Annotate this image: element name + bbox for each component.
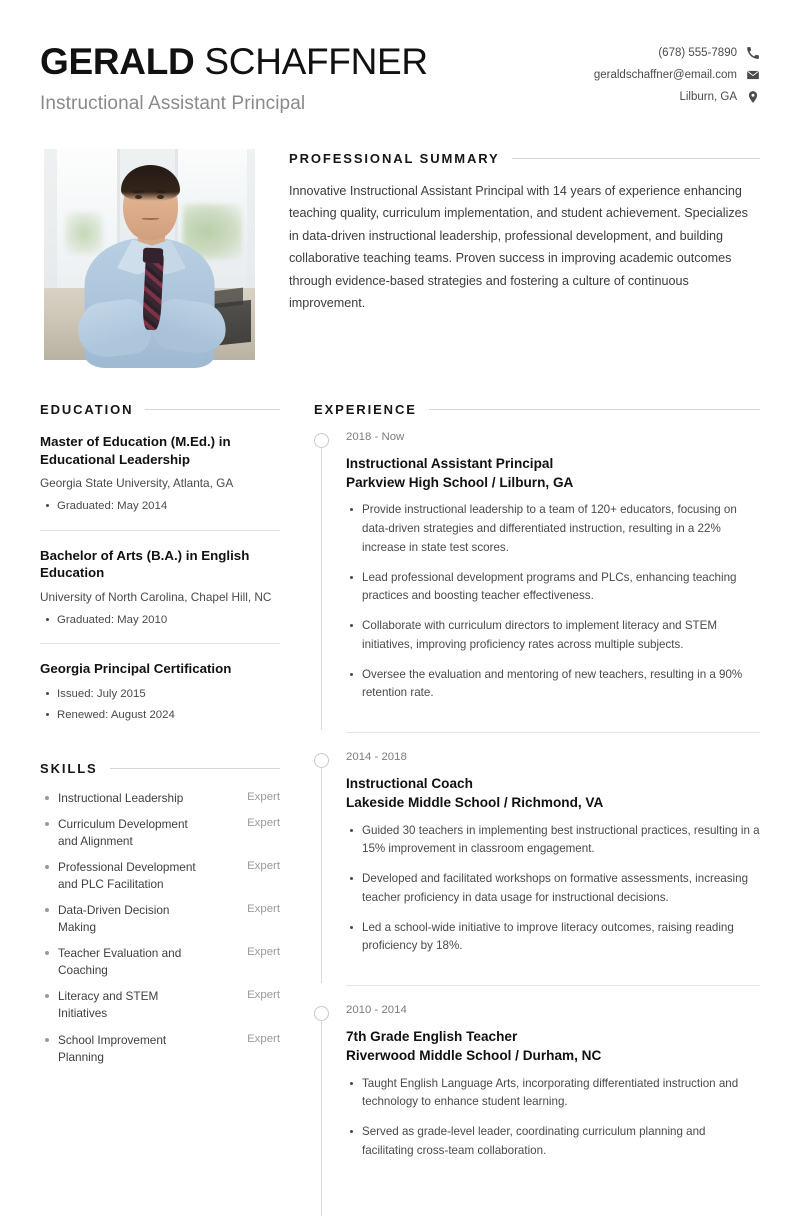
header-job-title: Instructional Assistant Principal [40, 92, 306, 114]
experience-bullet: Taught English Language Arts, incorporating differentiated instruction and technology to enhance student learning. [346, 1075, 760, 1113]
education-heading [40, 402, 280, 417]
skill-name: Teacher Evaluation and Coaching [40, 945, 202, 979]
right-column [314, 402, 760, 1188]
left-column [40, 402, 280, 1075]
timeline-line [321, 1019, 322, 1215]
education-detail: Renewed: August 2024 [40, 706, 280, 724]
education-heading-rule [145, 409, 280, 410]
professional-summary-section [289, 149, 760, 314]
experience-dates: 2014 - 2018 [346, 751, 407, 764]
content-columns [40, 402, 760, 1188]
skill-name: Professional Development and PLC Facilitation [40, 859, 202, 893]
skills-heading-text: SKILLS [40, 760, 98, 776]
experience-organization: Parkview High School / Lilburn, GA [346, 474, 574, 490]
experience-separator [346, 985, 760, 986]
skill-item [40, 988, 280, 1022]
first-name: GERALD [40, 41, 195, 82]
education-detail: Issued: July 2015 [40, 685, 280, 703]
education-item [40, 643, 280, 738]
phone-icon [746, 46, 760, 60]
experience-heading-text: EXPERIENCE [314, 401, 417, 417]
experience-item [314, 751, 760, 983]
experience-role: Instructional Coach [346, 775, 473, 791]
experience-bullets [346, 501, 760, 703]
summary-heading [289, 151, 760, 166]
full-name [40, 42, 428, 82]
timeline-line [321, 766, 322, 983]
education-degree: Georgia Principal Certification [40, 661, 232, 677]
timeline-line [321, 446, 322, 730]
skill-level: Expert [247, 859, 280, 872]
skill-name: Literacy and STEM Initiatives [40, 988, 202, 1022]
experience-bullet: Lead professional development programs and PLCs, enhancing teaching practices and boosting teacher effectiveness. [346, 569, 760, 607]
experience-item [314, 431, 760, 730]
contact-location-text: Lilburn, GA [679, 91, 737, 103]
education-item [40, 431, 280, 530]
education-heading-text: EDUCATION [40, 401, 134, 417]
education-detail: Graduated: May 2010 [40, 611, 280, 629]
skills-heading [40, 761, 280, 776]
envelope-icon [746, 68, 760, 82]
contact-block [594, 40, 760, 104]
education-details [40, 611, 280, 629]
education-detail: Graduated: May 2014 [40, 497, 280, 515]
skill-level: Expert [247, 816, 280, 829]
education-school: Georgia State University, Atlanta, GA [40, 476, 234, 491]
skill-item [40, 790, 280, 807]
avatar [44, 149, 255, 360]
skill-item [40, 816, 280, 850]
skill-item [40, 945, 280, 979]
education-degree: Master of Education (M.Ed.) in Educational Leadership [40, 433, 231, 467]
experience-bullet: Led a school-wide initiative to improve literacy outcomes, raising reading proficiency by 18%. [346, 919, 760, 957]
contact-location[interactable] [679, 90, 760, 104]
contact-email[interactable] [594, 68, 760, 82]
education-details [40, 685, 280, 725]
experience-bullet: Developed and facilitated workshops on formative assessments, increasing teacher proficiency in data usage for instructional decisions. [346, 870, 760, 908]
experience-item [314, 1004, 760, 1187]
skill-name: Instructional Leadership [40, 790, 183, 807]
contact-email-text: geraldschaffner@email.com [593, 69, 737, 81]
experience-bullet: Guided 30 teachers in implementing best instructional practices, resulting in a 15% improvement in classroom engagement. [346, 822, 760, 860]
contact-phone-text: (678) 555-7890 [658, 47, 737, 59]
skill-level: Expert [247, 1032, 280, 1045]
skill-level: Expert [247, 790, 280, 803]
experience-heading-rule [429, 409, 760, 410]
experience-bullets [346, 1075, 760, 1161]
contact-phone[interactable] [658, 46, 760, 60]
education-school: University of North Carolina, Chapel Hill, NC [40, 589, 272, 604]
experience-organization: Riverwood Middle School / Durham, NC [346, 1048, 602, 1064]
education-item [40, 530, 280, 644]
timeline-dot-icon [314, 1006, 329, 1021]
summary-heading-text: PROFESSIONAL SUMMARY [289, 150, 500, 166]
map-pin-icon [746, 90, 760, 104]
experience-bullets [346, 822, 760, 957]
experience-dates: 2018 - Now [346, 430, 405, 443]
photo-container [40, 149, 255, 360]
skill-level: Expert [247, 989, 280, 1002]
education-details [40, 497, 280, 515]
skill-item [40, 1032, 280, 1066]
experience-bullet: Served as grade-level leader, coordinating curriculum planning and facilitating cross-team collaboration. [346, 1123, 760, 1161]
summary-text: Innovative Instructional Assistant Principal with 14 years of experience enhancing teaching quality, curriculum implementation, and student achievement. Specializes in data-driven instructional leadership, professional development, and building collaborative teaching teams. Proven success in improving academic outcomes through evidence-based strategies and fostering a culture of continuous improvement. [289, 183, 748, 310]
skill-name: Data-Driven Decision Making [40, 902, 202, 936]
timeline-dot-icon [314, 753, 329, 768]
experience-organization: Lakeside Middle School / Richmond, VA [346, 795, 604, 811]
skills-heading-rule [110, 768, 280, 769]
experience-timeline [314, 431, 760, 1188]
experience-bullet: Collaborate with curriculum directors to implement literacy and STEM initiatives, improving proficiency rates across multiple subjects. [346, 617, 760, 655]
experience-role: 7th Grade English Teacher [346, 1028, 518, 1044]
skills-section [40, 761, 280, 1066]
last-name: SCHAFFNER [204, 41, 428, 82]
experience-separator [346, 732, 760, 733]
timeline-dot-icon [314, 433, 329, 448]
experience-role: Instructional Assistant Principal [346, 455, 554, 471]
skill-level: Expert [247, 902, 280, 915]
education-section [40, 402, 280, 739]
photo-summary-row [40, 149, 760, 360]
skill-level: Expert [247, 946, 280, 959]
skill-item [40, 902, 280, 936]
education-degree: Bachelor of Arts (B.A.) in English Education [40, 547, 250, 581]
skill-item [40, 859, 280, 893]
experience-heading [314, 402, 760, 417]
name-block [40, 40, 428, 115]
experience-dates: 2010 - 2014 [346, 1004, 407, 1017]
skill-name: Curriculum Development and Alignment [40, 816, 202, 850]
skill-name: School Improvement Planning [40, 1032, 202, 1066]
resume-header [40, 36, 760, 115]
experience-bullet: Oversee the evaluation and mentoring of new teachers, resulting in a 90% retention rate. [346, 666, 760, 704]
experience-bullet: Provide instructional leadership to a team of 120+ educators, focusing on data-driven strategies and differentiated instruction, resulting in a 22% increase in state test scores. [346, 501, 760, 557]
summary-heading-rule [512, 158, 760, 159]
